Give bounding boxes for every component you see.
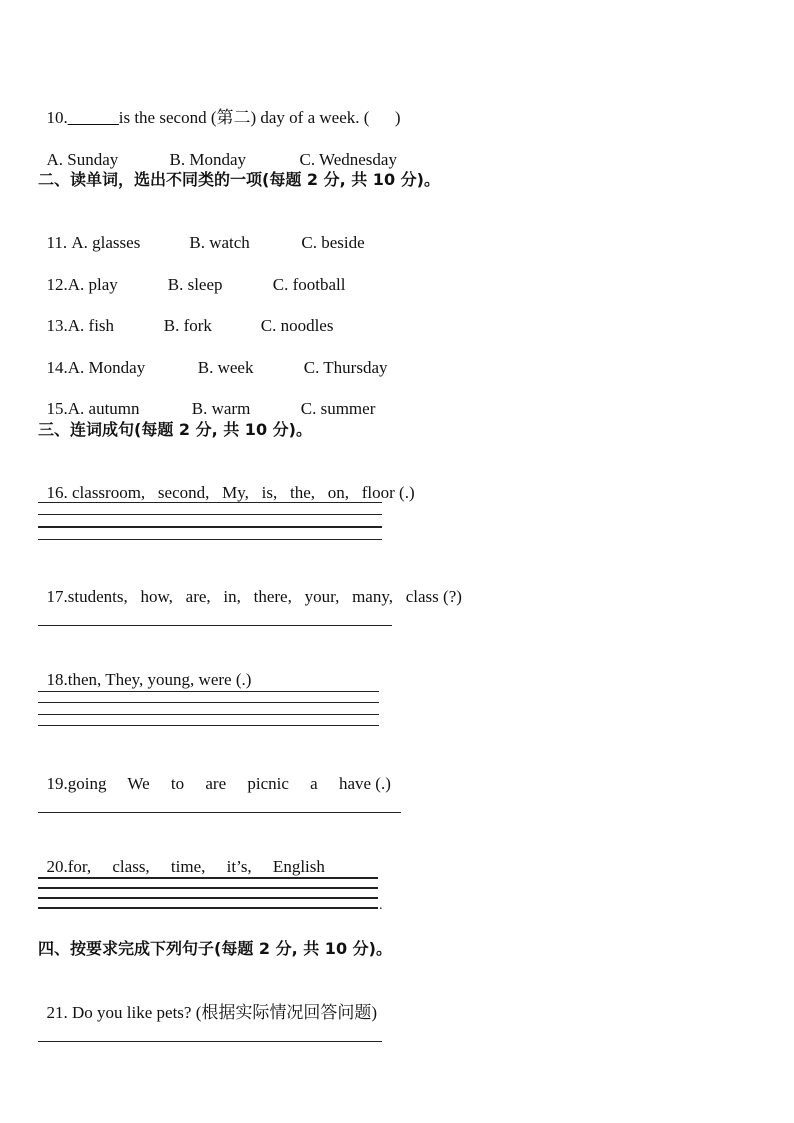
option-a: A. fish — [67, 316, 115, 335]
answer-line[interactable] — [38, 812, 401, 813]
question-20 — [38, 837, 325, 877]
option-b: B. warm — [191, 399, 251, 418]
question-15 — [38, 379, 375, 419]
question-number: 21. — [46, 1003, 68, 1022]
option-a: A. Monday — [67, 358, 146, 377]
option-c: C. Wednesday — [299, 150, 397, 169]
question-13 — [38, 296, 333, 336]
answer-line[interactable] — [38, 877, 378, 879]
option-a: A. play — [67, 275, 118, 294]
answer-line[interactable] — [38, 887, 378, 889]
question-number: 14. — [46, 358, 68, 377]
question-14 — [38, 338, 388, 378]
question-number: 20. — [46, 857, 68, 876]
sentence-period: . — [379, 898, 383, 913]
question-number: 11. — [46, 233, 68, 252]
option-a: A. autumn — [67, 399, 140, 418]
option-c: C. beside — [301, 233, 365, 252]
section-4-title: 四、按要求完成下列句子(每题 2 分, 共 10 分)。 — [38, 939, 392, 958]
question-number: 13. — [46, 316, 68, 335]
option-c: C. Thursday — [303, 358, 388, 377]
option-c: C. football — [272, 275, 346, 294]
question-number: 19. — [46, 774, 68, 793]
question-21 — [38, 983, 377, 1023]
answer-line[interactable] — [38, 625, 392, 626]
option-b: B. sleep — [167, 275, 223, 294]
question-number: 17. — [46, 587, 68, 606]
question-text: Do you like pets? (根据实际情况回答问题) — [72, 1003, 378, 1022]
answer-line[interactable] — [38, 691, 379, 692]
answer-line[interactable] — [38, 725, 379, 726]
answer-line[interactable] — [38, 514, 382, 515]
question-16 — [38, 463, 415, 503]
question-17 — [38, 567, 462, 607]
question-text: students, how, are, in, there, your, many, class (?) — [67, 587, 462, 606]
question-text: for, class, time, it’s, English — [67, 857, 325, 876]
question-number: 15. — [46, 399, 68, 418]
answer-parentheses: ( ) — [363, 108, 401, 127]
answer-line[interactable] — [38, 539, 382, 540]
option-a: A. glasses — [71, 233, 141, 252]
question-11 — [38, 213, 365, 253]
question-number: 16. — [46, 483, 68, 502]
option-c: C. summer — [300, 399, 376, 418]
answer-line[interactable] — [38, 1041, 382, 1042]
answer-line[interactable] — [38, 502, 382, 503]
question-number: 18. — [46, 670, 68, 689]
question-text: classroom, second, My, is, the, on, floor (.) — [72, 483, 415, 502]
question-10 — [38, 88, 401, 128]
question-text: going We to are picnic a have (.) — [67, 774, 391, 793]
question-text: then, They, young, were (.) — [67, 670, 252, 689]
answer-line[interactable] — [38, 907, 378, 909]
option-b: B. week — [197, 358, 254, 377]
option-c: C. noodles — [260, 316, 334, 335]
question-text: is the second (第二) day of a week. — [118, 108, 360, 127]
answer-line[interactable] — [38, 702, 379, 703]
section-2-title: 二、读单词，选出不同类的一项(每题 2 分, 共 10 分)。 — [38, 170, 440, 189]
option-b: B. watch — [189, 233, 250, 252]
answer-line[interactable] — [38, 897, 378, 899]
answer-line[interactable] — [38, 526, 382, 528]
answer-blank: ______ — [67, 108, 119, 127]
question-number: 10. — [46, 108, 68, 127]
answer-line[interactable] — [38, 714, 379, 715]
option-a: A. Sunday — [46, 150, 119, 169]
section-3-title: 三、连词成句(每题 2 分, 共 10 分)。 — [38, 420, 312, 439]
question-12 — [38, 255, 345, 295]
question-number: 12. — [46, 275, 68, 294]
option-b: B. Monday — [169, 150, 246, 169]
question-18 — [38, 650, 251, 690]
question-19 — [38, 754, 391, 794]
question-10-options — [38, 130, 397, 170]
option-b: B. fork — [163, 316, 212, 335]
